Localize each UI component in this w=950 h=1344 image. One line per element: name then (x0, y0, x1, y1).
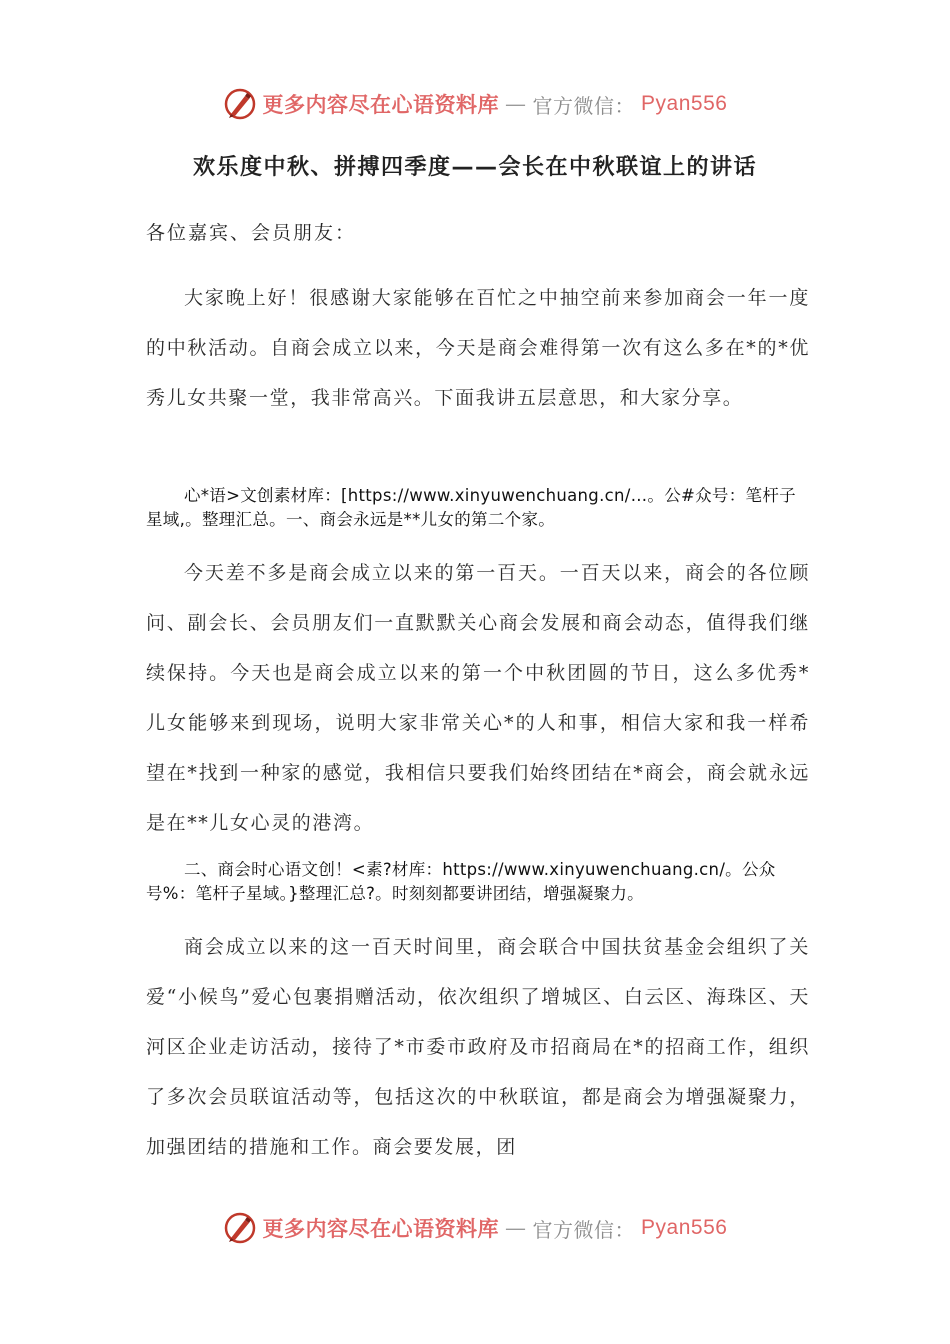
banner-wechat-label: 官方微信： (532, 93, 636, 118)
paragraph-source-note-1: 心*语>文创素材库：[https://www.xinyuwenchuang.cn/…。公#众号：笔杆子星域,。整理汇总。一、商会永远是**儿女的第二个家。 (146, 486, 796, 529)
footer-banner (0, 1206, 950, 1250)
banner-dash: — (505, 92, 527, 116)
banner-dash: — (505, 1216, 527, 1240)
pen-logo-icon (223, 87, 257, 121)
paragraph-source-note-2: 二、商会时心语文创！<素?材库：https://www.xinyuwenchuang.cn/。公众号%：笔杆子星域。}整理汇总?。时刻刻都要讲团结，增强凝聚力。 (146, 860, 776, 903)
paragraph-greeting: 大家晚上好！很感谢大家能够在百忙之中抽空前来参加商会一年一度的中秋活动。自商会成立以来，今天是商会难得第一次有这么多在*的*优秀儿女共聚一堂，我非常高兴。下面我讲五层意思，和大家分享。 (146, 287, 810, 409)
banner-wechat-id: Pyan556 (641, 1216, 728, 1239)
paragraph-activities: 商会成立以来的这一百天时间里，商会联合中国扶贫基金会组织了关爱“小候鸟”爱心包裹捐赠活动，依次组织了增城区、白云区、海珠区、天河区企业走访活动，接待了*市委市政府及市招商局在*的招商工作，组织了多次会员联谊活动等，包括这次的中秋联谊，都是商会为增强凝聚力，加强团结的措施和工作。商会要发展，团 (146, 936, 810, 1158)
banner-site-text: 更多内容尽在心语资料库 (262, 1216, 500, 1241)
pen-logo-icon (223, 1211, 257, 1245)
paragraph-hundred-days: 今天差不多是商会成立以来的第一百天。一百天以来，商会的各位顾问、副会长、会员朋友们一直默默关心商会发展和商会动态，值得我们继续保持。今天也是商会成立以来的第一个中秋团圆的节日，这么多优秀*儿女能够来到现场，说明大家非常关心*的人和事，相信大家和我一样希望在*找到一种家的感觉，我相信只要我们始终团结在*商会，商会就永远是在**儿女心灵的港湾。 (146, 562, 810, 834)
banner-wechat-label: 官方微信： (532, 1217, 636, 1242)
header-banner (0, 82, 950, 126)
banner-site-text: 更多内容尽在心语资料库 (262, 92, 500, 117)
page-title: 欢乐度中秋、拼搏四季度——会长在中秋联谊上的讲话 (192, 155, 757, 180)
salutation: 各位嘉宾、会员朋友： (146, 222, 357, 244)
banner-wechat-id: Pyan556 (641, 92, 728, 115)
